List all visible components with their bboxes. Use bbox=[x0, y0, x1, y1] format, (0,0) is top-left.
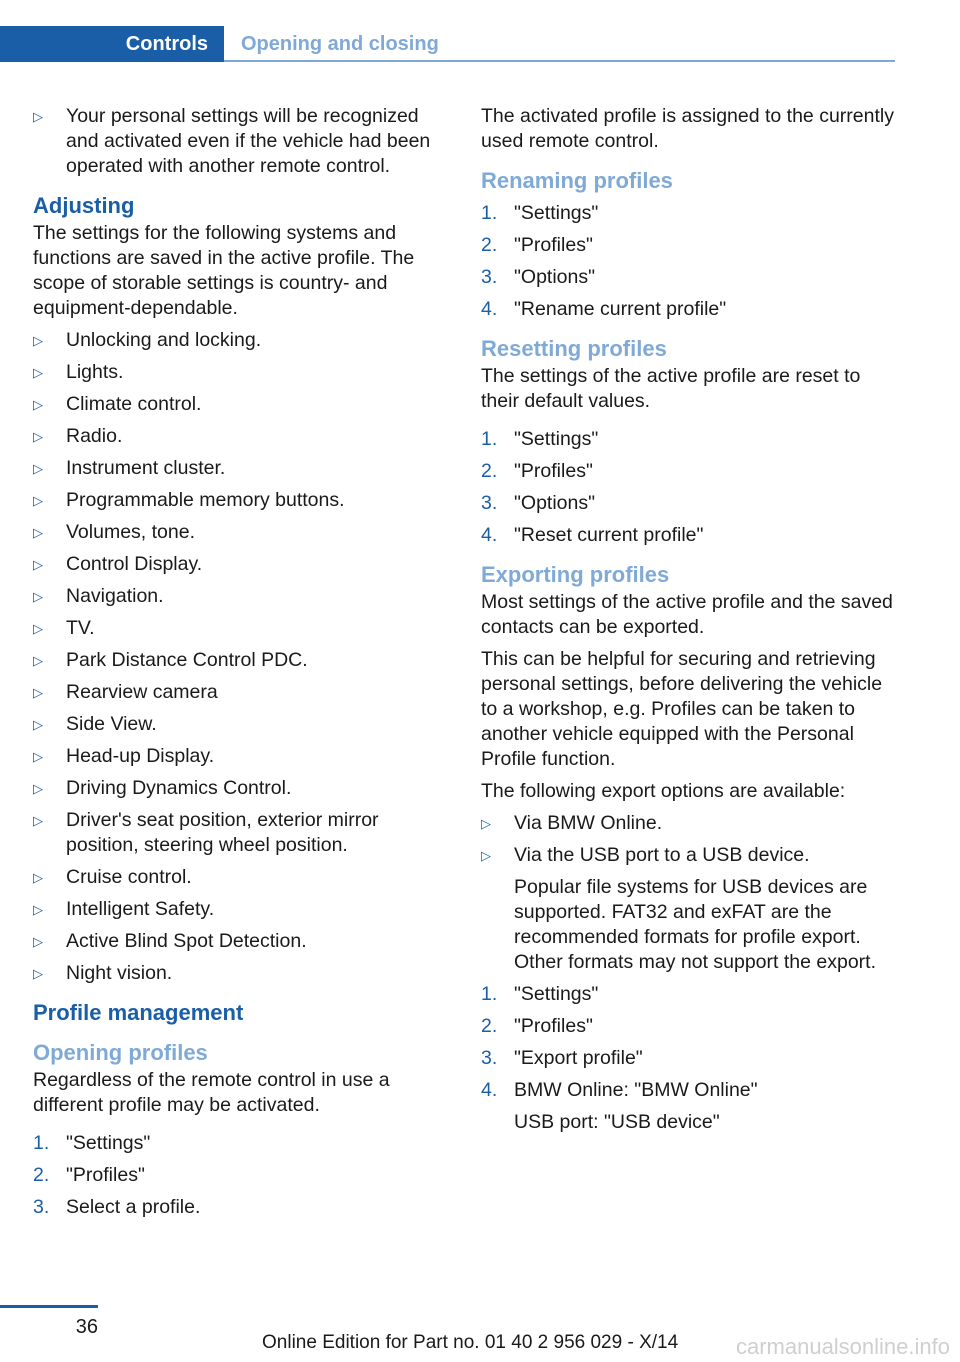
list-item: 1. "Settings" bbox=[481, 202, 599, 224]
list-item: ▷ Your personal settings will be recognized and activated even if the vehicle had been operated with another remote control. bbox=[33, 105, 431, 177]
triangle-bullet-icon: ▷ bbox=[33, 429, 43, 444]
list-item: ▷ Active Blind Spot Detection. bbox=[33, 930, 307, 952]
triangle-bullet-icon: ▷ bbox=[33, 333, 43, 348]
edition-text: Online Edition for Part no. 01 40 2 956 029 - X/14 bbox=[262, 1332, 679, 1353]
list-item: ▷ Intelligent Safety. bbox=[33, 898, 215, 920]
list-item: 3. Select a profile. bbox=[33, 1196, 201, 1218]
exporting-text-1: Most settings of the active profile and the saved contacts can be exported. bbox=[481, 591, 893, 638]
exporting-text-3: The following export options are available: bbox=[481, 780, 846, 802]
triangle-bullet-icon: ▷ bbox=[33, 966, 43, 981]
list-item: ▷ Climate control. bbox=[33, 393, 202, 415]
watermark: carmanualsonline.info bbox=[735, 1334, 950, 1359]
list-item: ▷ Night vision. bbox=[33, 962, 173, 984]
export-options-list bbox=[481, 811, 895, 868]
triangle-bullet-icon: ▷ bbox=[33, 397, 43, 412]
list-item: 1. "Settings" bbox=[33, 1132, 151, 1154]
header-rule bbox=[224, 60, 895, 62]
right-column bbox=[481, 104, 895, 1142]
resetting-steps bbox=[481, 427, 895, 548]
triangle-bullet-icon: ▷ bbox=[33, 525, 43, 540]
list-item: ▷ Lights. bbox=[33, 361, 124, 383]
usb-note: Popular file systems for USB devices are supported. FAT32 and exFAT are the recommended formats for profile export. Other formats may not support the export. bbox=[514, 876, 876, 973]
opening-profiles-text: Regardless of the remote control in use a different profile may be activated. bbox=[33, 1069, 390, 1116]
triangle-bullet-icon: ▷ bbox=[33, 493, 43, 508]
triangle-bullet-icon: ▷ bbox=[33, 685, 43, 700]
triangle-bullet-icon: ▷ bbox=[33, 621, 43, 636]
triangle-bullet-icon: ▷ bbox=[33, 749, 43, 764]
list-item: ▷ Park Distance Control PDC. bbox=[33, 649, 308, 671]
list-item: ▷ Cruise control. bbox=[33, 866, 192, 888]
list-item: 2. "Profiles" bbox=[33, 1164, 145, 1186]
adjusting-text: The settings for the following systems and functions are saved in the active profile. The scope of storable settings is country- and equipment-dependable. bbox=[33, 222, 415, 319]
list-item: 1. "Settings" bbox=[481, 983, 599, 1005]
triangle-bullet-icon: ▷ bbox=[33, 870, 43, 885]
list-item: ▷ Control Display. bbox=[33, 553, 203, 575]
triangle-bullet-icon: ▷ bbox=[33, 461, 43, 476]
list-item: 3. "Options" bbox=[481, 492, 596, 514]
resetting-profiles-heading: Resetting profiles bbox=[481, 336, 667, 361]
list-item: 4. BMW Online: "BMW Online" bbox=[481, 1079, 758, 1101]
footer-rule bbox=[0, 1305, 98, 1308]
export-steps bbox=[481, 982, 895, 1103]
triangle-bullet-icon: ▷ bbox=[481, 848, 491, 863]
list-item: 3. "Options" bbox=[481, 266, 596, 288]
list-item: ▷ Rearview camera bbox=[33, 681, 218, 703]
triangle-bullet-icon: ▷ bbox=[33, 902, 43, 917]
triangle-bullet-icon: ▷ bbox=[33, 365, 43, 380]
resetting-text: The settings of the active profile are reset to their default values. bbox=[481, 365, 861, 412]
list-item: ▷ Via BMW Online. bbox=[481, 812, 663, 834]
adjusting-heading: Adjusting bbox=[33, 193, 135, 218]
list-item: 1. "Settings" bbox=[481, 428, 599, 450]
list-item: 4. "Reset current profile" bbox=[481, 524, 704, 546]
list-item: 4. "Rename current profile" bbox=[481, 298, 727, 320]
triangle-bullet-icon: ▷ bbox=[33, 781, 43, 796]
exporting-text-2: This can be helpful for securing and retrieving personal settings, before delivering the vehicle to a workshop, e.g. Profiles can be taken to another vehicle equipped with the Personal Profile function. bbox=[481, 648, 883, 770]
list-item: ▷ Driving Dynamics Control. bbox=[33, 777, 292, 799]
list-item: ▷ Driver's seat position, exterior mirror position, steering wheel position. bbox=[33, 809, 379, 856]
section-tab: Controls bbox=[0, 26, 224, 62]
list-item: 3. "Export profile" bbox=[481, 1047, 643, 1069]
triangle-bullet-icon: ▷ bbox=[33, 717, 43, 732]
list-item: ▷ Radio. bbox=[33, 425, 123, 447]
list-item: ▷ Volumes, tone. bbox=[33, 521, 195, 543]
triangle-bullet-icon: ▷ bbox=[33, 813, 43, 828]
left-column bbox=[33, 104, 443, 1227]
triangle-bullet-icon: ▷ bbox=[33, 653, 43, 668]
list-item: ▷ TV. bbox=[33, 617, 95, 639]
list-item: ▷ Instrument cluster. bbox=[33, 457, 226, 479]
list-item: ▷ Navigation. bbox=[33, 585, 164, 607]
list-item: ▷ Via the USB port to a USB device. bbox=[481, 844, 810, 866]
exporting-profiles-heading: Exporting profiles bbox=[481, 562, 670, 587]
list-item: 2. "Profiles" bbox=[481, 1015, 593, 1037]
page-number: 36 bbox=[75, 1316, 98, 1338]
list-item: ▷ Head-up Display. bbox=[33, 745, 215, 767]
list-item: ▷ Side View. bbox=[33, 713, 157, 735]
list-item: ▷ Unlocking and locking. bbox=[33, 329, 262, 351]
renaming-profiles-heading: Renaming profiles bbox=[481, 168, 673, 193]
list-item: ▷ Programmable memory buttons. bbox=[33, 489, 345, 511]
subsection-tab: Opening and closing bbox=[241, 32, 439, 55]
triangle-bullet-icon: ▷ bbox=[33, 109, 43, 124]
adjusting-list bbox=[33, 328, 443, 986]
triangle-bullet-icon: ▷ bbox=[33, 557, 43, 572]
renaming-steps bbox=[481, 201, 895, 322]
usb-step-note: USB port: "USB device" bbox=[514, 1111, 720, 1133]
triangle-bullet-icon: ▷ bbox=[481, 816, 491, 831]
list-item: 2. "Profiles" bbox=[481, 234, 593, 256]
triangle-bullet-icon: ▷ bbox=[33, 934, 43, 949]
page-header bbox=[0, 26, 895, 62]
profile-management-heading: Profile management bbox=[33, 1000, 244, 1025]
triangle-bullet-icon: ▷ bbox=[33, 589, 43, 604]
opening-steps bbox=[33, 1131, 443, 1220]
opening-profiles-heading: Opening profiles bbox=[33, 1040, 208, 1065]
intro-text: The activated profile is assigned to the currently used remote control. bbox=[481, 105, 894, 152]
list-item: 2. "Profiles" bbox=[481, 460, 593, 482]
